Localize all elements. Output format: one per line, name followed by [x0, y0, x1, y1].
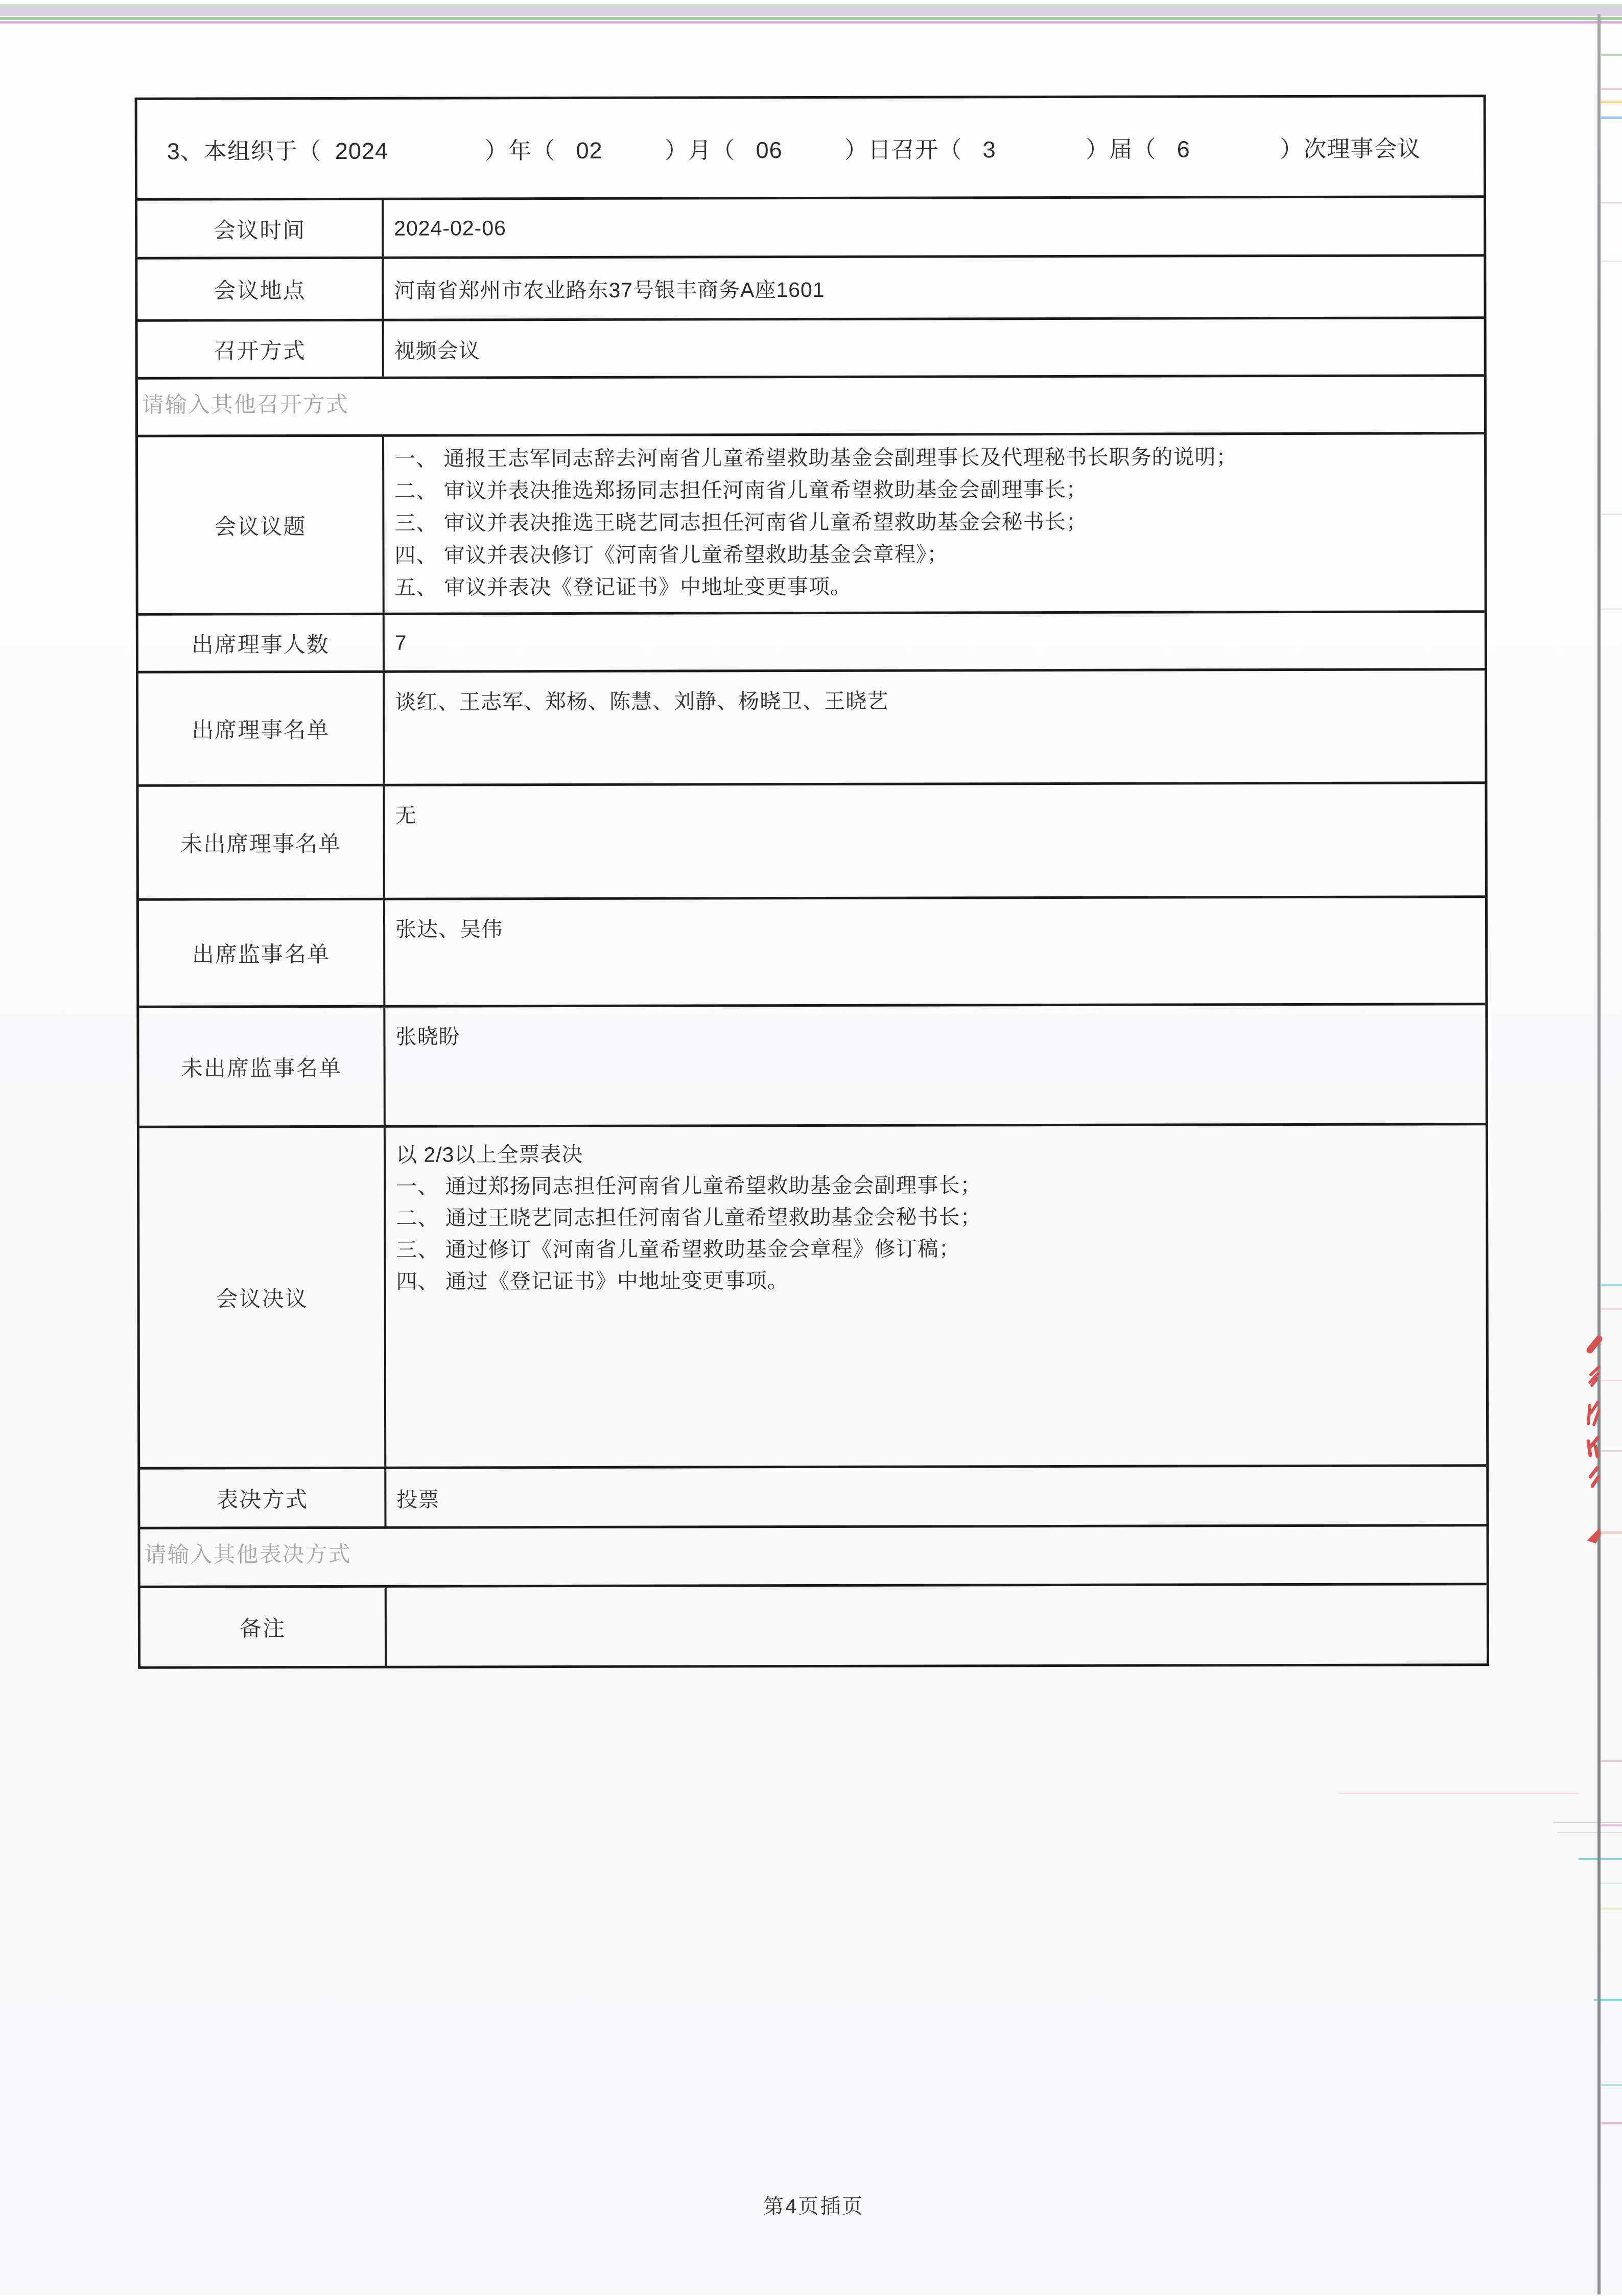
vote-method-value: 投票	[396, 1488, 440, 1512]
resolution-item: 四、 通过《登记证书》中地址变更事项。	[396, 1269, 789, 1293]
meeting-time-label: 会议时间	[137, 200, 384, 257]
row-attend-director-count	[138, 610, 1485, 671]
agenda-item: 四、 审议并表决修订《河南省儿童希望救助基金会章程》；	[394, 542, 949, 567]
resolution-item: 三、 通过修订《河南省儿童希望救助基金会章程》修订稿；	[396, 1237, 960, 1262]
meeting-place-value: 河南省郑州市农业路东37号银丰商务A座1601	[394, 277, 825, 303]
other-method-placeholder-text: 请输入其他召开方式	[142, 392, 349, 418]
meeting-time-value: 2024-02-06	[394, 216, 506, 240]
attend-supervisors-value: 张达、吴伟	[395, 917, 503, 941]
meeting-place-label: 会议地点	[137, 259, 384, 319]
resolution-item: 二、 通过王晓艺同志担任河南省儿童希望救助基金会秘书长；	[396, 1205, 982, 1230]
meeting-method-label: 召开方式	[138, 321, 384, 377]
absent-supervisors-label: 未出席监事名单	[139, 1008, 385, 1126]
other-vote-placeholder-text: 请输入其他表决方式	[144, 1542, 351, 1567]
other-vote-placeholder-row	[140, 1524, 1486, 1586]
row-meeting-place	[137, 254, 1484, 319]
vote-method-label: 表决方式	[140, 1469, 386, 1527]
resolution-preamble: 以 2/3以上全票表决	[395, 1142, 583, 1167]
page-footer-label: 第4页插页	[763, 2195, 864, 2218]
absent-directors-label: 未出席理事名单	[138, 786, 385, 898]
resolution-label: 会议决议	[139, 1128, 386, 1467]
row-attend-supervisors	[139, 895, 1485, 1006]
row-absent-supervisors	[139, 1003, 1485, 1126]
meeting-header-sentence: 3、本组织于（ 2024 ）年（ 02 ）月（ 06 ）日召开（ 3 ）届（ 6 ）次理事会议	[167, 135, 1421, 165]
attend-supervisors-label: 出席监事名单	[139, 900, 385, 1006]
agenda-item: 三、 审议并表决推选王晓艺同志担任河南省儿童希望救助基金会秘书长；	[394, 509, 1088, 535]
meeting-method-value: 视频会议	[394, 338, 480, 363]
attend-director-count-label: 出席理事人数	[138, 615, 385, 671]
row-remarks	[140, 1583, 1487, 1666]
attend-directors-value: 谈红、王志军、郑杨、陈慧、刘静、杨晓卫、王晓艺	[395, 689, 889, 714]
agenda-items	[384, 434, 1485, 613]
agenda-item: 二、 审议并表决推选郑扬同志担任河南省儿童希望救助基金会副理事长；	[394, 477, 1088, 503]
remarks-value	[387, 1585, 1487, 1666]
row-agenda	[138, 432, 1485, 613]
attend-director-count-value: 7	[394, 631, 407, 655]
row-meeting-time	[137, 195, 1484, 257]
row-attend-directors	[138, 668, 1485, 784]
other-method-placeholder-row	[138, 374, 1484, 435]
row-vote-method	[140, 1464, 1486, 1527]
resolution-items	[386, 1125, 1486, 1467]
absent-directors-value: 无	[395, 803, 417, 827]
attend-directors-label: 出席理事名单	[138, 673, 385, 784]
remarks-label: 备注	[140, 1588, 387, 1666]
agenda-label: 会议议题	[138, 437, 385, 613]
resolution-item: 一、 通过郑扬同志担任河南省儿童希望救助基金会副理事长；	[396, 1173, 982, 1198]
absent-supervisors-value: 张晓盼	[395, 1025, 460, 1049]
row-absent-directors	[138, 781, 1485, 898]
row-resolution	[139, 1123, 1486, 1467]
agenda-item: 五、 审议并表决《登记证书》中地址变更事项。	[394, 574, 852, 599]
table-header-row	[137, 97, 1484, 198]
agenda-item: 一、 通报王志军同志辞去河南省儿童希望救助基金会副理事长及代理秘书长职务的说明；	[394, 445, 1238, 471]
row-meeting-method	[138, 316, 1484, 377]
meeting-record-table	[135, 95, 1489, 1669]
